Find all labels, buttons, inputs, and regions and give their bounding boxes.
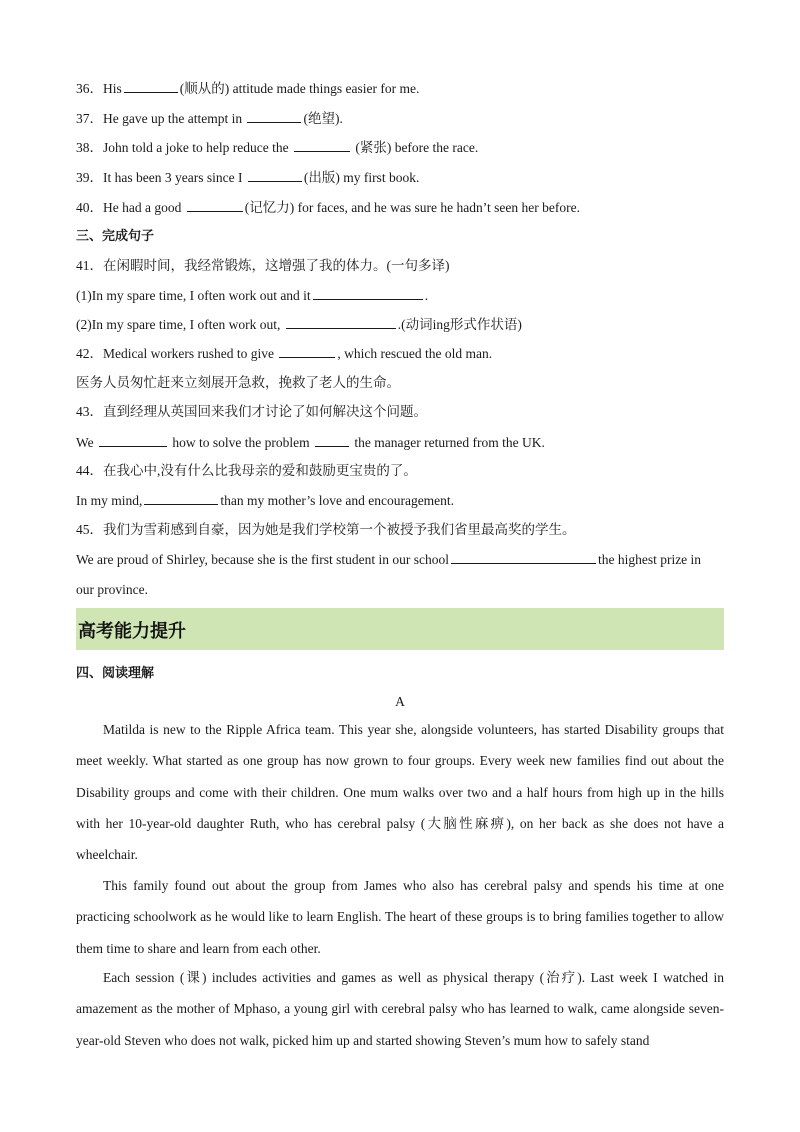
item-text: (绝望). — [303, 111, 343, 126]
passage-label: A — [395, 694, 405, 709]
q42-translation: 医务人员匆忙赶来立刻展开急救，挽救了老人的生命。 — [76, 375, 400, 390]
item-text: the highest prize in — [597, 552, 702, 567]
item-text: He gave up the attempt in — [103, 111, 246, 126]
item-37 — [76, 109, 343, 128]
passage-paragraph-2: This family found out about the group from James who also has cerebral palsy and spends his time at one practicing schoolwork as he would like to learn English. The heart of these groups is to bring families together to allow them time to share and learn from each other. — [76, 878, 724, 956]
q45-answer-cont: our province. — [76, 582, 148, 597]
q45-answer — [76, 550, 701, 569]
answer-blank[interactable] — [294, 138, 350, 152]
answer-blank[interactable] — [313, 286, 423, 300]
q45-prompt: 45．我们为雪莉感到自豪，因为她是我们学校第一个被授予我们省里最高奖的学生。 — [76, 522, 576, 537]
answer-blank[interactable] — [248, 168, 302, 182]
item-text: the manager returned from the UK. — [351, 435, 545, 450]
q44-answer — [76, 491, 454, 510]
item-text: . — [424, 288, 429, 303]
section-heading: 三、完成句子 — [76, 229, 155, 244]
banner-title: 高考能力提升 — [78, 621, 186, 642]
q41-prompt: 41．在闲暇时间，我经常锻炼，这增强了我的体力。(一句多译) — [76, 258, 450, 273]
item-text: (紧张) before the race. — [351, 140, 479, 155]
item-text: (1)In my spare time, I often work out and it — [76, 288, 311, 303]
passage-paragraph-3: Each session (课) includes activities and games as well as physical therapy (治疗). Last week I watched in amazement as the mother of Mphaso, a young girl with cerebral palsy who has learned to walk, came alongside seven-year-old Steven who does not walk, picked him up and started showing Steven’s mum how to safely stand — [76, 970, 724, 1048]
item-text: (2)In my spare time, I often work out, — [76, 317, 284, 332]
item-text: John told a joke to help reduce the — [103, 140, 292, 155]
answer-blank[interactable] — [279, 344, 335, 358]
passage-paragraph-1: Matilda is new to the Ripple Africa team. This year she, alongside volunteers, has started Disability groups that meet weekly. What started as one group has now grown to four groups. Every week new families find out about the Disability groups and come with their children. One mum walks over two and a half hours from high up in the hills with her 10-year-old daughter Ruth, who has cerebral palsy (大脑性麻痹), on her back as she does not have a wheelchair. — [76, 722, 724, 863]
answer-blank[interactable] — [451, 550, 596, 564]
item-39 — [76, 168, 419, 187]
item-text: (出版) my first book. — [303, 170, 420, 185]
item-text: 42．Medical workers rushed to give — [76, 346, 278, 361]
item-text: (顺从的) attitude made things easier for me. — [179, 81, 420, 96]
answer-blank[interactable] — [247, 109, 301, 123]
q44-prompt: 44．在我心中,没有什么比我母亲的爱和鼓励更宝贵的了。 — [76, 463, 417, 478]
item-36 — [76, 79, 419, 98]
item-text: than my mother’s love and encouragement. — [220, 493, 455, 508]
answer-blank[interactable] — [315, 433, 349, 447]
answer-blank[interactable] — [124, 79, 178, 93]
item-text: His — [103, 81, 122, 96]
section-heading: 四、阅读理解 — [76, 666, 155, 681]
q41-answer-2 — [76, 315, 522, 334]
q43-answer — [76, 433, 545, 452]
item-text: how to solve the problem — [169, 435, 314, 450]
answer-blank[interactable] — [187, 198, 243, 212]
q41-answer-1 — [76, 286, 428, 305]
item-number: 40． — [76, 200, 103, 215]
section-banner — [76, 608, 724, 650]
item-number: 38． — [76, 140, 103, 155]
item-text: We are proud of Shirley, because she is the first student in our school — [76, 552, 449, 567]
item-text: (记忆力) for faces, and he was sure he hadn’t seen her before. — [244, 200, 580, 215]
q42-sentence — [76, 344, 492, 363]
answer-blank[interactable] — [99, 433, 167, 447]
q43-prompt: 43．直到经理从英国回来我们才讨论了如何解决这个问题。 — [76, 404, 427, 419]
item-text: .(动词ing形式作状语) — [397, 317, 522, 332]
answer-blank[interactable] — [144, 491, 218, 505]
answer-blank[interactable] — [286, 315, 396, 329]
item-number: 39． — [76, 170, 103, 185]
item-38 — [76, 138, 478, 157]
item-text: We — [76, 435, 98, 450]
item-number: 37． — [76, 111, 103, 126]
item-text: He had a good — [103, 200, 185, 215]
item-text: In my mind, — [76, 493, 143, 508]
item-number: 36． — [76, 81, 103, 96]
item-text: , which rescued the old man. — [337, 346, 493, 361]
item-40 — [76, 198, 580, 217]
item-text: It has been 3 years since I — [103, 170, 246, 185]
